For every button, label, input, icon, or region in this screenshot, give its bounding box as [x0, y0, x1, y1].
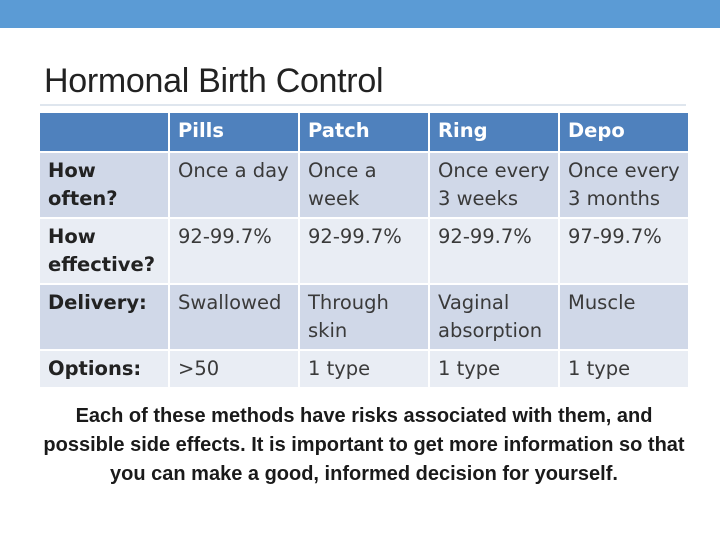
- table-cell: 92-99.7%: [429, 218, 559, 284]
- table-cell: >50: [169, 350, 299, 388]
- table-cell: 92-99.7%: [299, 218, 429, 284]
- row-label: Options:: [39, 350, 169, 388]
- row-label: How effective?: [39, 218, 169, 284]
- table-cell: Vaginal absorption: [429, 284, 559, 350]
- table-cell: Once a week: [299, 152, 429, 218]
- row-label: Delivery:: [39, 284, 169, 350]
- slide-caption: Each of these methods have risks associated with them, and possible side effects. It is important to get more information so that you can make a good, informed decision for yourself.: [43, 405, 685, 485]
- table-cell: Once a day: [169, 152, 299, 218]
- header-cell-patch: Patch: [299, 112, 429, 152]
- comparison-table: [38, 111, 690, 389]
- table-row-how-often: [39, 152, 689, 218]
- header-cell-corner: [39, 112, 169, 152]
- table-cell: Once every 3 weeks: [429, 152, 559, 218]
- table-row-how-effective: [39, 218, 689, 284]
- slide-title: Hormonal Birth Control: [44, 62, 384, 100]
- table-row-options: [39, 350, 689, 388]
- table-cell: Swallowed: [169, 284, 299, 350]
- table-cell: 97-99.7%: [559, 218, 689, 284]
- title-divider: [40, 104, 686, 106]
- table-cell: Once every 3 months: [559, 152, 689, 218]
- table-cell: 1 type: [299, 350, 429, 388]
- header-cell-depo: Depo: [559, 112, 689, 152]
- table-cell: Muscle: [559, 284, 689, 350]
- table-cell: 92-99.7%: [169, 218, 299, 284]
- row-label: How often?: [39, 152, 169, 218]
- table-row-delivery: [39, 284, 689, 350]
- top-accent-bar: [0, 0, 720, 28]
- header-cell-ring: Ring: [429, 112, 559, 152]
- header-cell-pills: Pills: [169, 112, 299, 152]
- table-header-row: [39, 112, 689, 152]
- table-cell: Through skin: [299, 284, 429, 350]
- table-cell: 1 type: [429, 350, 559, 388]
- table-cell: 1 type: [559, 350, 689, 388]
